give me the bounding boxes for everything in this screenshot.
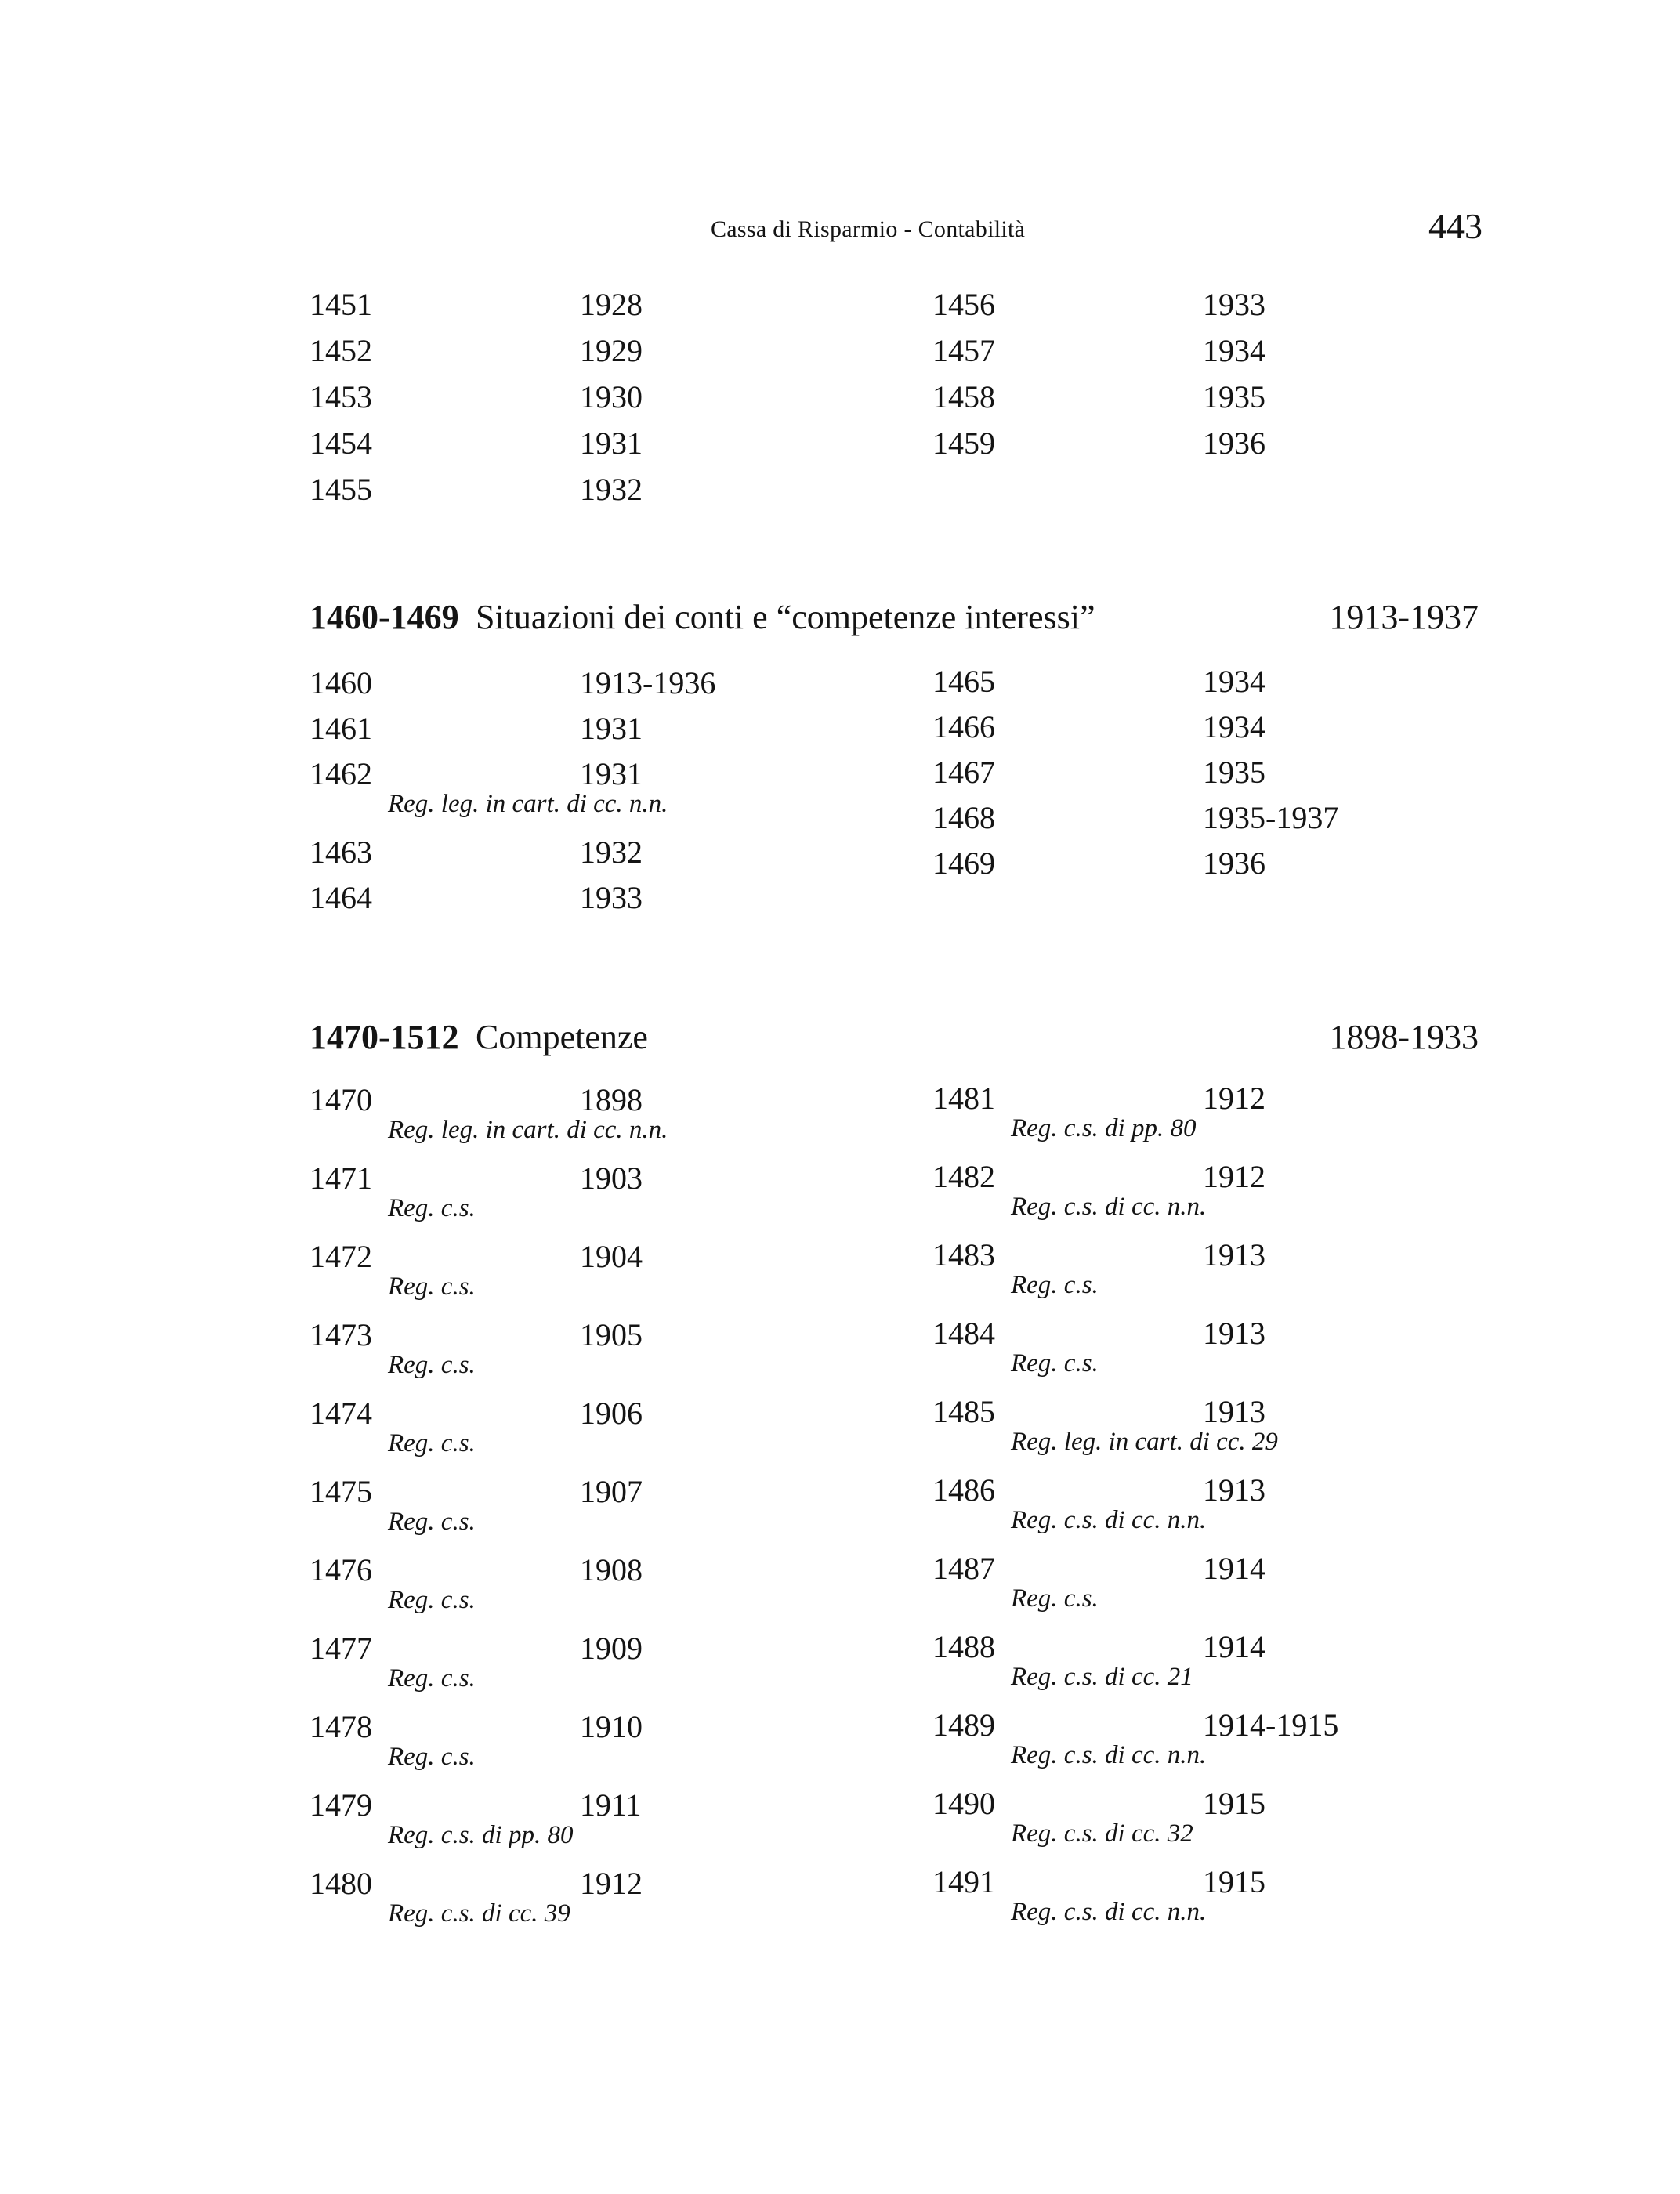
unit-number: 1490 bbox=[932, 1786, 995, 1821]
unit-year: 1914-1915 bbox=[1203, 1707, 1339, 1743]
unit-description: Reg. leg. in cart. di cc. n.n. bbox=[388, 1116, 668, 1144]
unit-year: 1909 bbox=[580, 1631, 643, 1666]
unit-number: 1477 bbox=[310, 1631, 372, 1666]
inventory-entry bbox=[310, 1473, 889, 1536]
unit-year: 1907 bbox=[580, 1474, 643, 1509]
running-title: Cassa di Risparmio - Contabilità bbox=[711, 216, 1026, 242]
unit-description: Reg. c.s. di cc. 32 bbox=[1011, 1819, 1193, 1848]
unit-number: 1467 bbox=[932, 755, 995, 790]
unit-number: 1465 bbox=[932, 664, 995, 699]
inventory-entry bbox=[310, 1160, 889, 1222]
unit-description: Reg. c.s. di cc. 39 bbox=[388, 1899, 570, 1928]
unit-year: 1935 bbox=[1203, 379, 1265, 415]
unit-number: 1486 bbox=[932, 1472, 995, 1508]
inventory-entry bbox=[932, 1080, 1512, 1142]
unit-year: 1913 bbox=[1203, 1394, 1265, 1429]
unit-number: 1474 bbox=[310, 1396, 372, 1431]
unit-year: 1903 bbox=[580, 1160, 643, 1196]
unit-year: 1931 bbox=[580, 756, 643, 791]
unit-description: Reg. c.s. di cc. n.n. bbox=[1011, 1741, 1207, 1769]
unit-year: 1933 bbox=[1203, 287, 1265, 322]
unit-number: 1479 bbox=[310, 1787, 372, 1823]
unit-description: Reg. c.s. bbox=[388, 1429, 476, 1457]
unit-number: 1484 bbox=[932, 1316, 995, 1351]
inventory-entry bbox=[932, 1158, 1512, 1221]
unit-description: Reg. c.s. di cc. n.n. bbox=[1011, 1506, 1207, 1534]
unit-year: 1912 bbox=[580, 1866, 643, 1901]
unit-description: Reg. c.s. bbox=[1011, 1349, 1099, 1378]
unit-number: 1476 bbox=[310, 1552, 372, 1588]
unit-description: Reg. c.s. di cc. n.n. bbox=[1011, 1898, 1207, 1926]
unit-number: 1461 bbox=[310, 711, 372, 746]
unit-year: 1932 bbox=[580, 835, 643, 870]
unit-number: 1485 bbox=[932, 1394, 995, 1429]
inventory-entry bbox=[932, 286, 1512, 330]
unit-year: 1913 bbox=[1203, 1237, 1265, 1273]
unit-year: 1928 bbox=[580, 287, 643, 322]
unit-number: 1488 bbox=[932, 1629, 995, 1664]
unit-number: 1457 bbox=[932, 333, 995, 368]
inventory-entry bbox=[932, 378, 1512, 422]
unit-number: 1462 bbox=[310, 756, 372, 791]
unit-number: 1469 bbox=[932, 845, 995, 881]
unit-description: Reg. leg. in cart. di cc. n.n. bbox=[388, 790, 668, 818]
unit-year: 1935-1937 bbox=[1203, 800, 1339, 835]
unit-number: 1453 bbox=[310, 379, 372, 415]
unit-year: 1911 bbox=[580, 1787, 642, 1823]
unit-year: 1912 bbox=[1203, 1159, 1265, 1194]
unit-number: 1455 bbox=[310, 472, 372, 507]
section-title: Competenze bbox=[476, 1018, 648, 1056]
section-title: Situazioni dei conti e “competenze interessi” bbox=[476, 598, 1095, 636]
unit-description: Reg. c.s. bbox=[1011, 1271, 1099, 1299]
inventory-entry bbox=[932, 1315, 1512, 1378]
unit-year: 1931 bbox=[580, 425, 643, 461]
inventory-entry bbox=[932, 1550, 1512, 1613]
unit-year: 1912 bbox=[1203, 1081, 1265, 1116]
inventory-entry bbox=[310, 834, 889, 878]
unit-description: Reg. c.s. bbox=[388, 1508, 476, 1536]
unit-year: 1906 bbox=[580, 1396, 643, 1431]
unit-number: 1487 bbox=[932, 1551, 995, 1586]
unit-description: Reg. c.s. bbox=[388, 1586, 476, 1614]
unit-description: Reg. c.s. bbox=[388, 1273, 476, 1301]
unit-number: 1471 bbox=[310, 1160, 372, 1196]
inventory-entry bbox=[932, 1785, 1512, 1848]
unit-number: 1466 bbox=[932, 709, 995, 744]
unit-year: 1930 bbox=[580, 379, 643, 415]
unit-description: Reg. c.s. di pp. 80 bbox=[388, 1821, 574, 1849]
unit-year: 1910 bbox=[580, 1709, 643, 1744]
unit-number: 1483 bbox=[932, 1237, 995, 1273]
inventory-entry bbox=[932, 708, 1512, 752]
inventory-entry bbox=[310, 1865, 889, 1928]
inventory-entry bbox=[310, 1630, 889, 1693]
unit-description: Reg. c.s. bbox=[1011, 1584, 1099, 1613]
inventory-entry bbox=[932, 1863, 1512, 1926]
unit-year: 1934 bbox=[1203, 664, 1265, 699]
unit-number: 1452 bbox=[310, 333, 372, 368]
unit-year: 1904 bbox=[580, 1239, 643, 1274]
unit-number: 1472 bbox=[310, 1239, 372, 1274]
unit-number: 1454 bbox=[310, 425, 372, 461]
unit-number: 1489 bbox=[932, 1707, 995, 1743]
section-code: 1470-1512 bbox=[310, 1018, 459, 1056]
inventory-entry bbox=[932, 425, 1512, 469]
inventory-entry bbox=[932, 1707, 1512, 1769]
page-number: 443 bbox=[1428, 206, 1483, 246]
inventory-entry bbox=[932, 1393, 1512, 1456]
inventory-entry bbox=[310, 286, 889, 330]
inventory-entry bbox=[310, 1238, 889, 1301]
unit-number: 1470 bbox=[310, 1082, 372, 1117]
unit-number: 1481 bbox=[932, 1081, 995, 1116]
section-code: 1460-1469 bbox=[310, 598, 459, 636]
inventory-entry bbox=[310, 1316, 889, 1379]
inventory-entry bbox=[310, 378, 889, 422]
unit-number: 1464 bbox=[310, 880, 372, 915]
inventory-entry bbox=[310, 1787, 889, 1849]
inventory-entry bbox=[932, 332, 1512, 376]
unit-year: 1933 bbox=[580, 880, 643, 915]
unit-number: 1491 bbox=[932, 1864, 995, 1899]
inventory-entry bbox=[932, 1236, 1512, 1299]
inventory-entry bbox=[932, 754, 1512, 798]
unit-year: 1913 bbox=[1203, 1472, 1265, 1508]
inventory-entry bbox=[310, 332, 889, 376]
unit-year: 1934 bbox=[1203, 709, 1265, 744]
inventory-entry bbox=[932, 799, 1512, 843]
unit-number: 1456 bbox=[932, 287, 995, 322]
inventory-entry bbox=[932, 1472, 1512, 1534]
unit-number: 1451 bbox=[310, 287, 372, 322]
inventory-entry bbox=[310, 879, 889, 923]
unit-year: 1929 bbox=[580, 333, 643, 368]
unit-year: 1932 bbox=[580, 472, 643, 507]
unit-description: Reg. c.s. bbox=[388, 1664, 476, 1693]
unit-description: Reg. c.s. di cc. 21 bbox=[1011, 1663, 1193, 1691]
inventory-entry bbox=[310, 1081, 889, 1144]
unit-number: 1478 bbox=[310, 1709, 372, 1744]
unit-number: 1458 bbox=[932, 379, 995, 415]
unit-year: 1936 bbox=[1203, 425, 1265, 461]
unit-description: Reg. c.s. bbox=[388, 1743, 476, 1771]
unit-year: 1935 bbox=[1203, 755, 1265, 790]
unit-description: Reg. c.s. bbox=[388, 1351, 476, 1379]
unit-year: 1914 bbox=[1203, 1629, 1265, 1664]
unit-year: 1898 bbox=[580, 1082, 643, 1117]
unit-number: 1482 bbox=[932, 1159, 995, 1194]
inventory-entry bbox=[310, 1551, 889, 1614]
section-date-range: 1898-1933 bbox=[1329, 1018, 1479, 1056]
unit-number: 1480 bbox=[310, 1866, 372, 1901]
unit-year: 1931 bbox=[580, 711, 643, 746]
unit-year: 1914 bbox=[1203, 1551, 1265, 1586]
unit-year: 1913 bbox=[1203, 1316, 1265, 1351]
unit-number: 1463 bbox=[310, 835, 372, 870]
unit-number: 1475 bbox=[310, 1474, 372, 1509]
unit-description: Reg. c.s. bbox=[388, 1194, 476, 1222]
unit-year: 1936 bbox=[1203, 845, 1265, 881]
inventory-entry bbox=[932, 663, 1512, 707]
unit-year: 1915 bbox=[1203, 1864, 1265, 1899]
inventory-entry bbox=[932, 845, 1512, 889]
inventory-entry bbox=[310, 1708, 889, 1771]
inventory-entry bbox=[932, 1628, 1512, 1691]
inventory-entry bbox=[310, 1395, 889, 1457]
unit-description: Reg. leg. in cart. di cc. 29 bbox=[1011, 1428, 1278, 1456]
inventory-entry bbox=[310, 425, 889, 469]
inventory-entry bbox=[310, 755, 889, 818]
unit-description: Reg. c.s. di cc. n.n. bbox=[1011, 1193, 1207, 1221]
unit-description: Reg. c.s. di pp. 80 bbox=[1011, 1114, 1197, 1142]
unit-year: 1905 bbox=[580, 1317, 643, 1352]
unit-number: 1468 bbox=[932, 800, 995, 835]
unit-year: 1934 bbox=[1203, 333, 1265, 368]
inventory-entry bbox=[310, 710, 889, 754]
unit-number: 1460 bbox=[310, 665, 372, 701]
unit-year: 1915 bbox=[1203, 1786, 1265, 1821]
inventory-entry bbox=[310, 664, 889, 708]
inventory-entry bbox=[310, 471, 889, 515]
unit-year: 1908 bbox=[580, 1552, 643, 1588]
unit-year: 1913-1936 bbox=[580, 665, 716, 701]
section-date-range: 1913-1937 bbox=[1329, 598, 1479, 636]
unit-number: 1473 bbox=[310, 1317, 372, 1352]
unit-number: 1459 bbox=[932, 425, 995, 461]
